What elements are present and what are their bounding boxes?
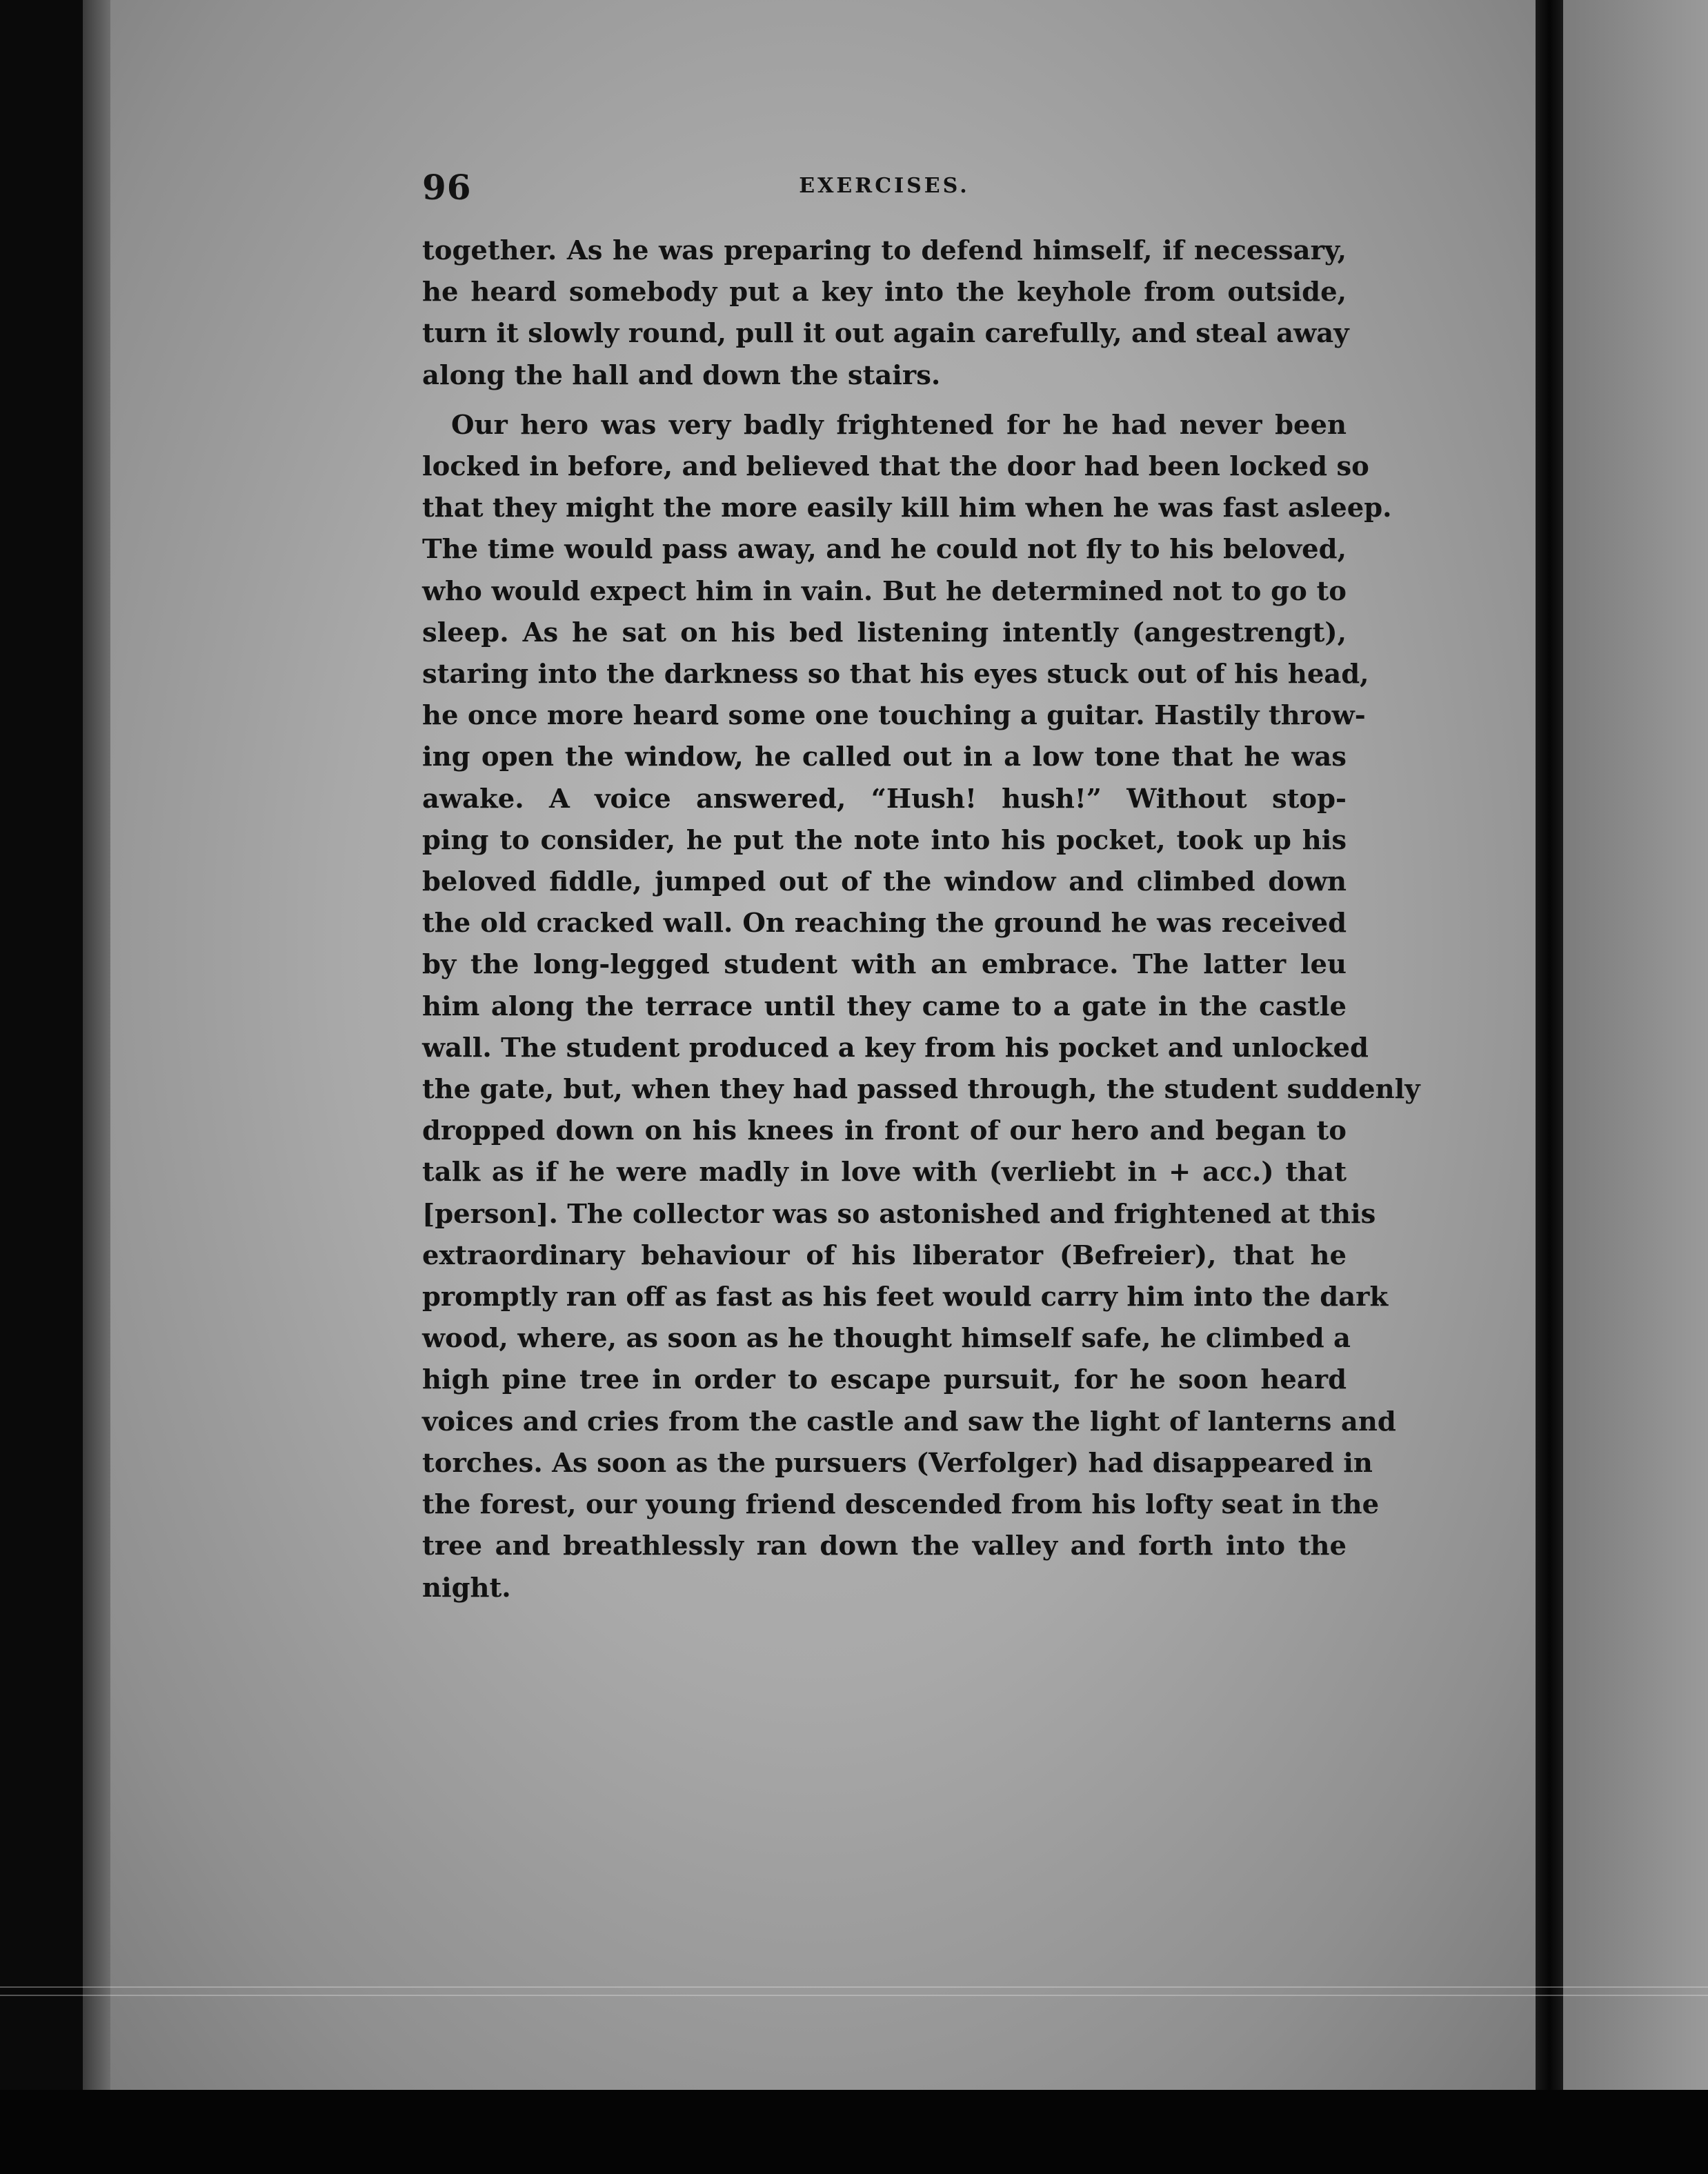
text-line: together. As he was preparing to defend himself, if necessary,: [422, 235, 1347, 266]
scan-artifact-line: [0, 1986, 1708, 1988]
text-line: the gate, but, when they had passed through, the student suddenly: [422, 1074, 1420, 1106]
running-title: EXERCISES.: [799, 174, 970, 198]
text-line: beloved fiddle, jumped out of the window and climbed down: [422, 866, 1347, 898]
binding-shadow: [83, 0, 110, 2090]
text-line: promptly ran off as fast as his feet would carry him into the dark: [422, 1282, 1389, 1313]
text-line: awake. A voice answered, “Hush! hush!” Without stop-: [422, 783, 1347, 815]
text-line: wall. The student produced a key from his pocket and unlocked: [422, 1032, 1369, 1064]
page-content: [422, 164, 1420, 1609]
text-line: dropped down on his knees in front of our hero and began to: [422, 1115, 1347, 1147]
text-line: ing open the window, he called out in a low tone that he was: [422, 741, 1347, 773]
text-line: staring into the darkness so that his eyes stuck out of his head,: [422, 659, 1369, 690]
text-line: the old cracked wall. On reaching the ground he was received: [422, 908, 1347, 939]
text-line: extraordinary behaviour of his liberator (Befreier), that he: [422, 1239, 1347, 1271]
text-line: the forest, our young friend descended from his lofty seat in the: [422, 1489, 1380, 1521]
text-line: sleep. As he sat on his bed listening intently (angestrengt),: [422, 617, 1347, 648]
text-line: night.: [422, 1572, 511, 1604]
text-line: voices and cries from the castle and saw the light of lanterns and: [422, 1406, 1396, 1437]
text-line: Our hero was very badly frightened for he had never been: [451, 409, 1347, 441]
scan-artifact-line: [0, 1995, 1708, 1996]
text-line: tree and breathlessly ran down the valley and forth into the: [422, 1530, 1347, 1562]
text-line: along the hall and down the stairs.: [422, 359, 941, 391]
text-line: torches. As soon as the pursuers (Verfolger) had disappeared in: [422, 1447, 1373, 1479]
text-line: him along the terrace until they came to a gate in the castle: [422, 990, 1347, 1022]
text-line: he heard somebody put a key into the keyhole from outside,: [422, 277, 1347, 308]
text-line: he once more heard some one touching a guitar. Hastily throw-: [422, 700, 1366, 732]
text-line: high pine tree in order to escape pursuit, for he soon heard: [422, 1364, 1347, 1396]
text-line: wood, where, as soon as he thought himself safe, he climbed a: [422, 1323, 1351, 1355]
text-line: locked in before, and believed that the door had been locked so: [422, 451, 1369, 483]
text-line: turn it slowly round, pull it out again carefully, and steal away: [422, 318, 1349, 350]
scan-border: [0, 2090, 1708, 2174]
text-line: ping to consider, he put the note into his pocket, took up his: [422, 824, 1347, 856]
adjacent-page-edge: [1563, 0, 1708, 2097]
body-text: [422, 212, 1420, 1609]
text-line: [person]. The collector was so astonished and frightened at this: [422, 1198, 1376, 1230]
text-line: The time would pass away, and he could not fly to his beloved,: [422, 534, 1347, 566]
text-line: talk as if he were madly in love with (verliebt in + acc.) that: [422, 1157, 1347, 1188]
running-head: [422, 164, 1347, 212]
text-line: that they might the more easily kill him when he was fast asleep.: [422, 492, 1392, 524]
text-line: who would expect him in vain. But he determined not to go to: [422, 575, 1347, 607]
text-line: by the long-legged student with an embrace. The latter leu: [422, 949, 1347, 981]
paragraph-break: [422, 397, 1347, 405]
page-number: 96: [422, 167, 472, 208]
page-gutter: [1536, 0, 1563, 2174]
